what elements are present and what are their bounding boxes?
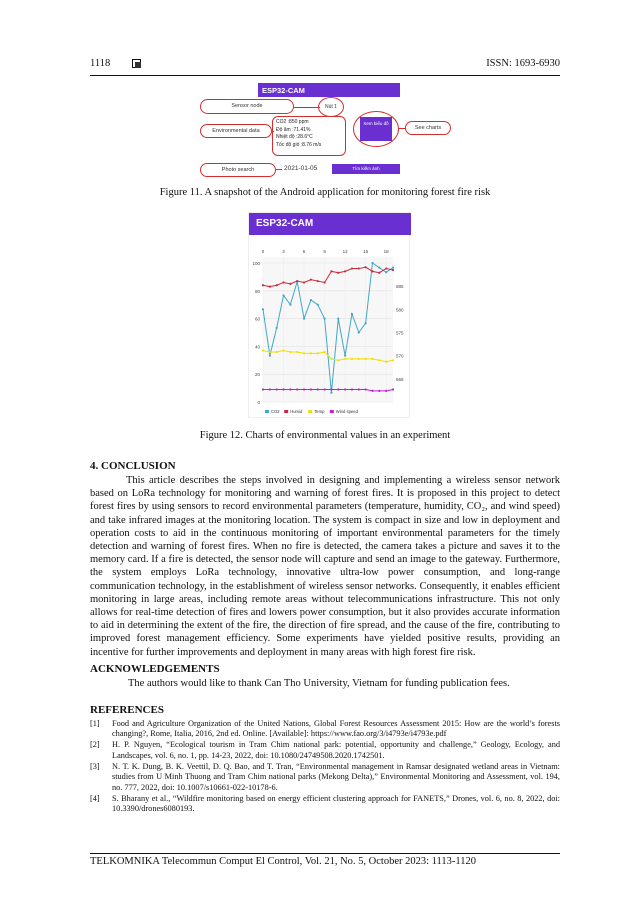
acknowledgements-text: The authors would like to thank Can Tho University, Vietnam for funding publication fees. bbox=[128, 678, 510, 689]
data-point-co2 bbox=[365, 322, 367, 324]
node-value: Nút 1 bbox=[318, 97, 344, 117]
photo-search-label: Photo search bbox=[200, 163, 276, 177]
data-point-wind-speed bbox=[378, 390, 380, 392]
reference-item bbox=[90, 762, 560, 793]
data-point-co2 bbox=[371, 262, 373, 264]
data-point-humid bbox=[385, 267, 387, 269]
data-point-co2 bbox=[351, 313, 353, 315]
data-point-humid bbox=[378, 272, 380, 274]
figure-11-caption: Figure 11. A snapshot of the Android application for monitoring forest fire risk bbox=[159, 187, 491, 198]
y-left-tick-label: 40 bbox=[254, 344, 260, 350]
x-tick-label: 0 bbox=[261, 249, 265, 254]
data-point-co2 bbox=[385, 271, 387, 273]
environmental-data-box bbox=[272, 116, 346, 156]
footer-rule bbox=[90, 853, 560, 854]
app-title-bar: ESP32-CAM bbox=[258, 83, 400, 97]
data-point-temp bbox=[365, 358, 367, 360]
data-point-humid bbox=[351, 267, 353, 269]
data-point-humid bbox=[276, 284, 278, 286]
reference-text: H. P. Nguyen, “Ecological tourism in Tram Chim national park: potential, opportunity and challenge,” Geology, Ecology, and Landscapes, vol. 6, no. 1, pp. 14-23, 2022, doi: 10.1080/24749508.2020.1742501. bbox=[112, 740, 560, 760]
data-point-temp bbox=[371, 358, 373, 360]
data-point-humid bbox=[310, 279, 312, 281]
issn: ISSN: 1693-6930 bbox=[486, 58, 560, 69]
data-point-wind-speed bbox=[337, 388, 339, 390]
y-left-tick-label: 80 bbox=[254, 288, 260, 294]
data-point-temp bbox=[303, 352, 305, 354]
data-point-humid bbox=[282, 281, 284, 283]
data-point-temp bbox=[330, 358, 332, 360]
data-point-temp bbox=[323, 351, 325, 353]
data-point-temp bbox=[276, 351, 278, 353]
data-point-humid bbox=[330, 270, 332, 272]
x-tick-label: 6 bbox=[302, 249, 306, 254]
data-point-humid bbox=[296, 280, 298, 282]
data-point-wind-speed bbox=[310, 388, 312, 390]
data-point-temp bbox=[296, 351, 298, 353]
conclusion-heading: 4. CONCLUSION bbox=[90, 460, 176, 472]
page-footer: TELKOMNIKA Telecommun Comput El Control, Vol. 21, No. 5, October 2023: 1113-1120 bbox=[90, 856, 476, 867]
reference-number: [2] bbox=[90, 740, 100, 750]
data-point-wind-speed bbox=[317, 388, 319, 390]
data-point-wind-speed bbox=[365, 388, 367, 390]
reference-text: S. Bharany et al., “Wildfire monitoring based on energy efficient clustering approach for FANETS,” Drones, vol. 6, no. 8, 2022, doi: 10.3390/drones6080193. bbox=[112, 793, 560, 814]
conclusion-text: This article describes the steps involved in designing and implementing a wireless sensor network based on LoRa technology for monitoring and warning of forest fires. It is proposed in this project to detect forest fires by using sensors to record environmental parameters (temperature, humidity, CO₂, and wind speed) and take infrared images at the monitoring location. The system is compact in size and low in deployment and operation costs to aid in the continuous monitoring of important environmental parameters for the timely detection and warning of forest fires. When no fire is detected, the camera takes a picture and saves it to the memory card. If a fire is detected, the sensor node will capture and send an image to the gateway. Furthermore, the system employs LoRa technology, innovative ultra-low power consumption, and long-range communication technology, in the establishment of wireless sensor networks. Consequently, it enables efficient monitoring in large areas, including remote areas without telecommunications infrastructure. This not only allows for real-time detection of fires and lowers power consumption, but it also provides accurate information to aid in determining the extent of the fire, the direction of fire spread, and the cause of the fire, contributing to improved forest management efficiency. Some experiments have yielded positive results, providing an incentive for further improvements and deployment in many areas with high forest fire risk. bbox=[90, 475, 560, 658]
x-tick-label: 9 bbox=[323, 249, 326, 254]
data-point-wind-speed bbox=[296, 388, 298, 390]
connector-line bbox=[294, 107, 320, 108]
data-point-humid bbox=[344, 270, 346, 272]
data-point-wind-speed bbox=[358, 388, 360, 390]
line-chart bbox=[249, 235, 411, 419]
y-right-tick-label: 565 bbox=[396, 376, 404, 382]
legend-label: CO2 bbox=[271, 409, 280, 414]
see-charts-button[interactable]: Xem biểu đồ bbox=[360, 117, 392, 141]
figure-12 bbox=[248, 212, 410, 418]
header-rule bbox=[90, 75, 560, 76]
x-tick-label: 15 bbox=[363, 249, 369, 254]
data-point-temp bbox=[289, 351, 291, 353]
chart-app-bar: ESP32-CAM bbox=[249, 213, 411, 235]
data-point-co2 bbox=[392, 267, 394, 269]
checkbox-icon bbox=[132, 59, 141, 68]
data-point-co2 bbox=[289, 304, 291, 306]
data-point-temp bbox=[385, 361, 387, 363]
data-point-humid bbox=[365, 266, 367, 268]
data-point-humid bbox=[262, 284, 264, 286]
see-charts-label: See charts bbox=[405, 121, 451, 135]
data-point-wind-speed bbox=[262, 388, 264, 390]
data-point-humid bbox=[269, 286, 271, 288]
legend-label: Temp bbox=[314, 409, 325, 414]
data-point-temp bbox=[310, 352, 312, 354]
environmental-data-label: Environmental data bbox=[200, 124, 272, 138]
reference-number: [3] bbox=[90, 761, 100, 771]
sensor-node-label: Sensor node bbox=[200, 99, 294, 114]
data-point-humid bbox=[317, 280, 319, 282]
y-left-tick-label: 100 bbox=[252, 261, 260, 266]
data-point-temp bbox=[351, 358, 353, 360]
data-point-co2 bbox=[269, 355, 271, 357]
data-point-temp bbox=[344, 358, 346, 360]
data-point-co2 bbox=[276, 327, 278, 329]
x-tick-label: 18 bbox=[383, 249, 389, 254]
reference-number: [4] bbox=[90, 793, 100, 803]
data-point-temp bbox=[392, 359, 394, 361]
y-right-tick-label: 575 bbox=[396, 330, 404, 336]
data-point-temp bbox=[269, 351, 271, 353]
data-point-humid bbox=[371, 270, 373, 272]
data-point-co2 bbox=[344, 355, 346, 357]
data-point-wind-speed bbox=[330, 388, 332, 390]
data-line: Nhiệt độ :28.6°C bbox=[276, 134, 313, 141]
data-point-wind-speed bbox=[276, 388, 278, 390]
data-point-co2 bbox=[330, 392, 332, 394]
data-line: Độ ẩm :71.41% bbox=[276, 126, 311, 133]
figure-12-caption: Figure 12. Charts of environmental values in an experiment bbox=[199, 430, 451, 441]
page-header bbox=[90, 58, 560, 72]
x-tick-label: 12 bbox=[342, 249, 348, 254]
data-point-co2 bbox=[358, 331, 360, 333]
legend-label: Humid bbox=[290, 409, 303, 414]
reference-item bbox=[90, 719, 560, 740]
data-point-co2 bbox=[317, 304, 319, 306]
references-heading: REFERENCES bbox=[90, 704, 164, 716]
data-point-wind-speed bbox=[323, 388, 325, 390]
search-image-button[interactable]: Tìm kiếm ảnh bbox=[332, 164, 400, 174]
legend-swatch bbox=[330, 410, 334, 413]
x-tick-label: 3 bbox=[282, 249, 285, 254]
legend-swatch bbox=[265, 410, 269, 413]
data-point-wind-speed bbox=[282, 388, 284, 390]
data-point-humid bbox=[303, 281, 305, 283]
data-point-wind-speed bbox=[344, 388, 346, 390]
reference-text: N. T. K. Dung, B. K. Veettil, D. Q. Bao, and T. Tran, “Environmental management in Ramsar designated wetland areas in Vietnam: studies from U Minh Thuong and Tram Chim national parks (Mekong Delta),” Environmental Monitoring and Assessment, vol. 194, no. 777, 2022, doi: 10.1007/s10661-022-10178-6. bbox=[112, 761, 560, 792]
legend-swatch bbox=[308, 410, 312, 413]
data-point-temp bbox=[317, 352, 319, 354]
data-point-temp bbox=[337, 359, 339, 361]
page-number: 1118 bbox=[90, 58, 111, 69]
data-point-co2 bbox=[337, 318, 339, 320]
data-point-temp bbox=[282, 349, 284, 351]
data-point-temp bbox=[378, 359, 380, 361]
data-point-wind-speed bbox=[269, 388, 271, 390]
reference-text: Food and Agriculture Organization of the United Nations, Global Forest Resources Assessment 2015: How are the world’s forests changing?, Rome, Italia, 2016, 2nd ed. Online. [Available]: https://www.fao.org/3/i4793e/i4793e.pdf bbox=[112, 719, 560, 739]
data-point-co2 bbox=[378, 267, 380, 269]
data-point-temp bbox=[358, 358, 360, 360]
legend-label: Wind speed bbox=[335, 409, 358, 414]
reference-item bbox=[90, 740, 560, 761]
data-point-humid bbox=[358, 267, 360, 269]
y-right-tick-label: 580 bbox=[396, 307, 404, 313]
data-point-humid bbox=[392, 269, 394, 271]
data-point-co2 bbox=[262, 308, 264, 310]
data-point-humid bbox=[289, 283, 291, 285]
data-point-co2 bbox=[303, 318, 305, 320]
date-field[interactable]: 2021-01-05 bbox=[284, 165, 318, 172]
data-point-co2 bbox=[282, 294, 284, 296]
data-point-co2 bbox=[310, 299, 312, 301]
data-line: Tốc độ gió :8.76 m/s bbox=[276, 141, 322, 148]
legend-swatch bbox=[284, 410, 288, 413]
data-point-wind-speed bbox=[289, 388, 291, 390]
data-point-wind-speed bbox=[303, 388, 305, 390]
y-left-tick-label: 60 bbox=[254, 316, 260, 322]
y-left-tick-label: 0 bbox=[257, 400, 260, 405]
data-point-wind-speed bbox=[351, 388, 353, 390]
data-point-temp bbox=[262, 349, 264, 351]
data-point-humid bbox=[337, 272, 339, 274]
reference-list bbox=[90, 719, 560, 815]
y-left-tick-label: 20 bbox=[254, 372, 260, 378]
y-right-tick-label: 585 bbox=[396, 284, 404, 290]
data-line: CO2 :850 ppm bbox=[276, 119, 309, 125]
y-right-tick-label: 570 bbox=[396, 353, 404, 359]
data-point-humid bbox=[323, 281, 325, 283]
data-point-wind-speed bbox=[371, 390, 373, 392]
data-point-wind-speed bbox=[385, 390, 387, 392]
figure-11 bbox=[200, 83, 442, 181]
data-point-wind-speed bbox=[392, 388, 394, 390]
data-point-co2 bbox=[323, 318, 325, 320]
reference-number: [1] bbox=[90, 719, 100, 728]
reference-item bbox=[90, 794, 560, 815]
plot-area bbox=[263, 257, 393, 402]
acknowledgements-heading: ACKNOWLEDGEMENTS bbox=[90, 663, 220, 675]
